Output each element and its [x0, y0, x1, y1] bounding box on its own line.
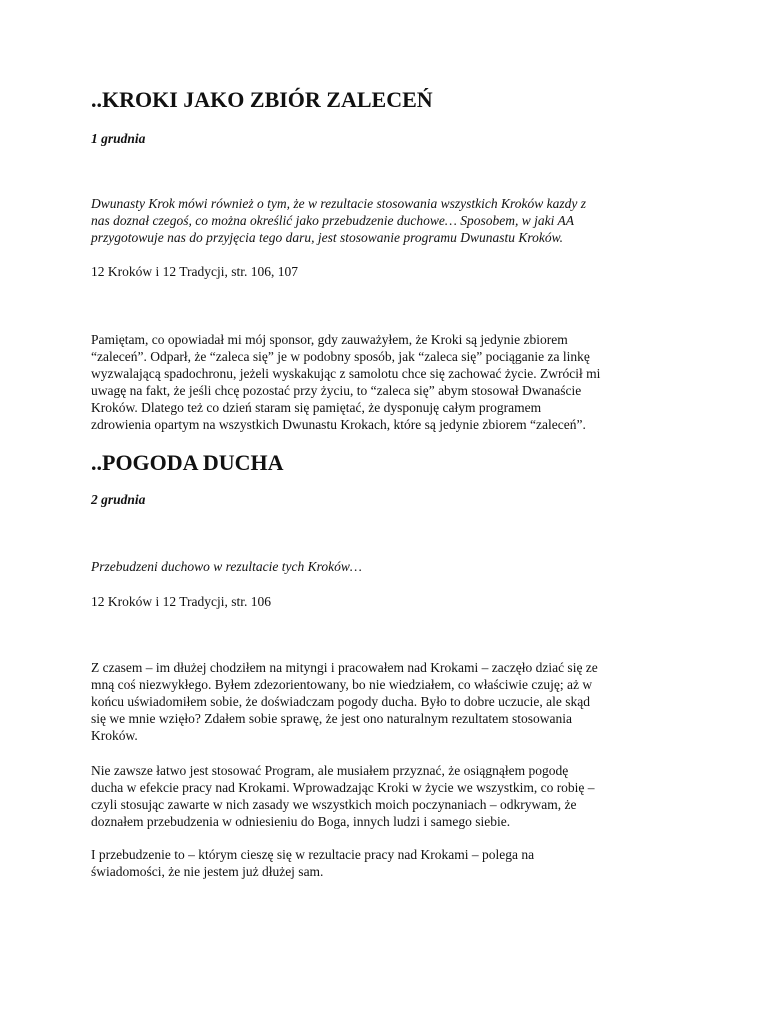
section-2-reference: 12 Kroków i 12 Tradycji, str. 106	[91, 594, 272, 609]
body-line: zdrowienia opartym na wszystkich Dwunastu Krokach, które są jedynie zbiorem “zaleceń”.	[91, 417, 586, 432]
body-line: się we mnie wzięło? Zdałem sobie sprawę, że jest ono naturalnym rezultatem stosowania	[91, 711, 572, 726]
section-2-paragraph-2	[91, 762, 595, 830]
section-2-paragraph-1	[91, 659, 598, 744]
quote-line: nas doznał czegoś, co można określić jako przebudzenie duchowe… Sposobem, w jaki AA	[91, 213, 574, 228]
section-2-quote: Przebudzeni duchowo w rezultacie tych Kroków…	[91, 559, 362, 574]
body-line: Kroków.	[91, 728, 138, 743]
body-line: uwagę na fakt, że jeśli chcę pozostać przy życiu, to “zaleca się” abym stosował Dwanaście	[91, 383, 582, 398]
body-line: I przebudzenie to – którym cieszę się w rezultacie pracy nad Krokami – polega na	[91, 847, 535, 862]
section-1-title: ..KROKI JAKO ZBIÓR ZALECEŃ	[91, 87, 433, 112]
section-2-title: ..POGODA DUCHA	[91, 450, 284, 475]
section-2-date: 2 grudnia	[91, 492, 146, 507]
body-line: doznałem przebudzenia w odniesieniu do Boga, innych ludzi i samego siebie.	[91, 814, 511, 829]
body-line: mną coś niezwykłego. Byłem zdezorientowany, bo nie wiedziałem, co właściwie czuję; aż w	[91, 677, 593, 692]
body-line: Z czasem – im dłużej chodziłem na mityngi i pracowałem nad Krokami – zaczęło dziać się ze	[91, 660, 598, 675]
body-line: czyli stosując zawarte w nich zasady we wszystkich moich poczynaniach – odkrywam, że	[91, 797, 577, 812]
body-line: ducha w efekcie pracy nad Krokami. Wprowadzając Kroki w życie we wszystkim, co robię –	[91, 780, 595, 795]
body-line: “zaleceń”. Odparł, że “zaleca się” je w podobny sposób, jak “zaleca się” pociąganie za linkę	[91, 349, 590, 364]
section-2-paragraph-3	[91, 846, 534, 880]
body-line: Nie zawsze łatwo jest stosować Program, ale musiałem przyznać, że osiągnąłem pogodę	[91, 763, 569, 778]
body-line: świadomości, że nie jestem już dłużej sam.	[91, 864, 324, 879]
section-1-quote	[91, 195, 586, 246]
section-1-date: 1 grudnia	[91, 131, 146, 146]
quote-line: Dwunasty Krok mówi również o tym, że w rezultacie stosowania wszystkich Kroków kazdy z	[91, 196, 586, 211]
section-1-body	[91, 331, 600, 433]
body-line: Kroków. Dlatego też co dzień staram się pamiętać, że dysponuję całym programem	[91, 400, 542, 415]
body-line: wyzwalającą spadochronu, jeżeli wyskakując z samolotu chce się zachować życie. Zwrócił mi	[91, 366, 601, 381]
section-1-reference: 12 Kroków i 12 Tradycji, str. 106, 107	[91, 264, 299, 279]
quote-line: przygotowuje nas do przyjęcia tego daru, jest stosowanie programu Dwunastu Kroków.	[91, 230, 563, 245]
body-line: Pamiętam, co opowiadał mi mój sponsor, gdy zauważyłem, że Kroki są jedynie zbiorem	[91, 332, 568, 347]
body-line: końcu uświadomiłem sobie, że doświadczam pogody ducha. Było to dobre uczucie, ale skąd	[91, 694, 590, 709]
